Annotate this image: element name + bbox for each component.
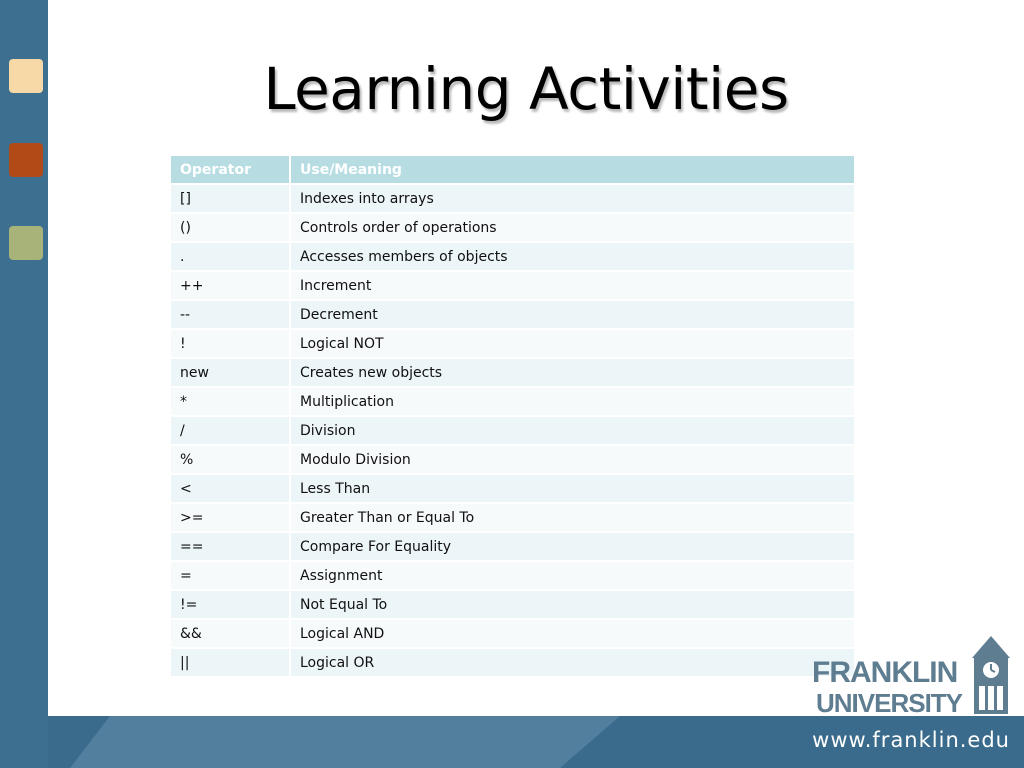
operator-cell: [] [171, 185, 291, 214]
left-decorative-band [0, 0, 48, 768]
meaning-cell: Modulo Division [291, 446, 854, 475]
meaning-cell: Indexes into arrays [291, 185, 854, 214]
franklin-university-logo [812, 636, 1017, 716]
meaning-cell: Greater Than or Equal To [291, 504, 854, 533]
operator-cell: . [171, 243, 291, 272]
table-row [171, 388, 854, 417]
operators-table [171, 156, 854, 678]
meaning-cell: Accesses members of objects [291, 243, 854, 272]
operator-cell: () [171, 214, 291, 243]
table-row [171, 533, 854, 562]
table-row [171, 504, 854, 533]
meaning-cell: Multiplication [291, 388, 854, 417]
meaning-cell: Compare For Equality [291, 533, 854, 562]
operator-cell: && [171, 620, 291, 649]
operator-cell: ! [171, 330, 291, 359]
meaning-cell: Increment [291, 272, 854, 301]
operator-cell: != [171, 591, 291, 620]
column-header-operator: Operator [171, 156, 291, 185]
operator-cell: = [171, 562, 291, 591]
table-row [171, 446, 854, 475]
operator-cell: / [171, 417, 291, 446]
operator-cell: || [171, 649, 291, 678]
table-row [171, 649, 854, 678]
table-row [171, 243, 854, 272]
operator-cell: >= [171, 504, 291, 533]
operator-cell: < [171, 475, 291, 504]
table-row [171, 330, 854, 359]
meaning-cell: Logical NOT [291, 330, 854, 359]
meaning-cell: Decrement [291, 301, 854, 330]
clock-tower-icon [966, 636, 1016, 714]
operator-cell: -- [171, 301, 291, 330]
logo-text-university: UNIVERSITY [816, 688, 963, 718]
table-row [171, 214, 854, 243]
meaning-cell: Assignment [291, 562, 854, 591]
table-row [171, 562, 854, 591]
table-row [171, 272, 854, 301]
decorative-square-olive [9, 226, 43, 260]
column-header-use-meaning: Use/Meaning [291, 156, 854, 185]
operator-cell: % [171, 446, 291, 475]
operator-cell: new [171, 359, 291, 388]
meaning-cell: Controls order of operations [291, 214, 854, 243]
table-row [171, 620, 854, 649]
meaning-cell: Logical OR [291, 649, 854, 678]
meaning-cell: Not Equal To [291, 591, 854, 620]
table-row [171, 185, 854, 214]
table-row [171, 591, 854, 620]
table-row [171, 475, 854, 504]
table-row [171, 359, 854, 388]
logo-text-franklin: FRANKLIN [812, 656, 958, 689]
meaning-cell: Logical AND [291, 620, 854, 649]
operator-cell: * [171, 388, 291, 417]
operator-cell: ++ [171, 272, 291, 301]
decorative-square-rust [9, 143, 43, 177]
table-row [171, 417, 854, 446]
meaning-cell: Division [291, 417, 854, 446]
meaning-cell: Less Than [291, 475, 854, 504]
table-header-row [171, 156, 854, 185]
footer-url: www.franklin.edu [812, 728, 1010, 752]
table-row [171, 301, 854, 330]
meaning-cell: Creates new objects [291, 359, 854, 388]
decorative-square-light [9, 59, 43, 93]
slide-title: Learning Activities [263, 55, 789, 123]
operator-cell: == [171, 533, 291, 562]
